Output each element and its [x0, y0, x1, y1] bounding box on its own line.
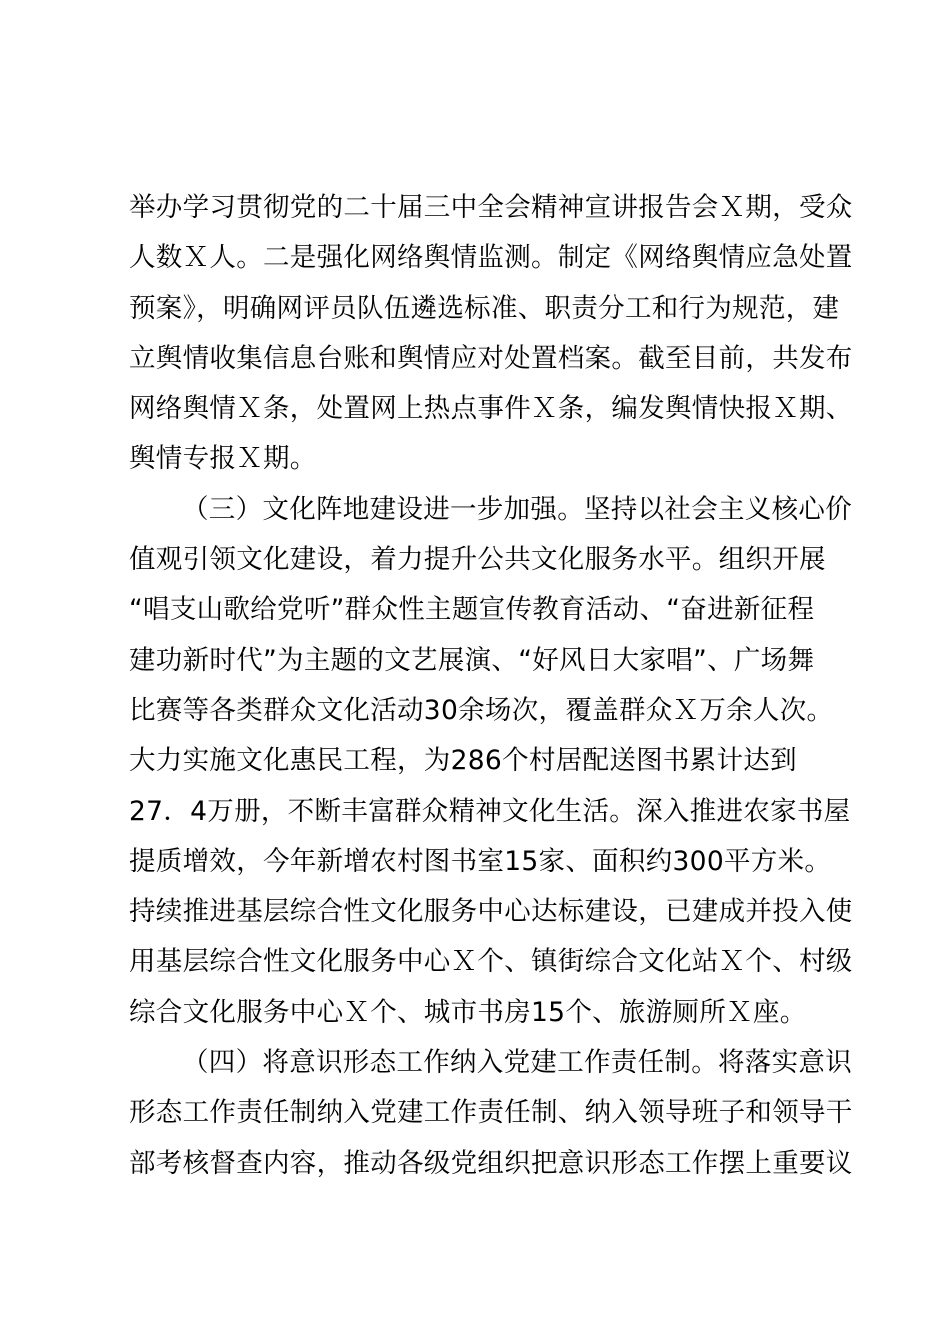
text-line: 持续推进基层综合性文化服务中心达标建设，已建成并投入使: [129, 896, 853, 928]
text-line: 预案》，明确网评员队伍遴选标准、职责分工和行为规范，建: [129, 292, 840, 324]
text-line: 综合文化服务中心Ｘ个、城市书房15个、旅游厕所Ｘ座。: [129, 996, 807, 1028]
text-line: 比赛等各类群众文化活动30余场次，覆盖群众Ｘ万余人次。: [129, 694, 834, 726]
text-line: 立舆情收集信息台账和舆情应对处置档案。截至目前，共发布: [129, 342, 853, 374]
text-line: 部考核督查内容，推动各级党组织把意识形态工作摆上重要议: [129, 1147, 853, 1179]
text-line: 值观引领文化建设，着力提升公共文化服务水平。组织开展: [129, 544, 826, 576]
text-line: 网络舆情Ｘ条，处置网上热点事件Ｘ条，编发舆情快报Ｘ期、: [129, 393, 853, 425]
text-line: 举办学习贯彻党的二十届三中全会精神宣讲报告会Ｘ期，受众: [129, 192, 853, 223]
text-line: 用基层综合性文化服务中心Ｘ个、镇街综合文化站Ｘ个、村级: [129, 946, 853, 978]
text-line: “唱支山歌给党听”群众性主题宣传教育活动、“奋进新征程: [129, 594, 815, 626]
text-line: 提质增效，今年新增农村图书室15家、面积约300平方米。: [129, 845, 832, 877]
text-line: 人数Ｘ人。二是强化网络舆情监测。制定《网络舆情应急处置: [129, 242, 853, 274]
text-line: 舆情专报Ｘ期。: [129, 443, 317, 475]
section-heading-line: （四）将意识形态工作纳入党建工作责任制。将落实意识: [182, 1047, 852, 1079]
text-line: 大力实施文化惠民工程，为286个村居配送图书累计达到: [129, 745, 797, 777]
text-line: 建功新时代”为主题的文艺展演、“好风日大家唱”、广场舞: [129, 644, 815, 676]
text-line: 形态工作责任制纳入党建工作责任制、纳入领导班子和领导干: [129, 1097, 853, 1129]
document-body: [129, 183, 853, 1189]
section-heading-line: （三）文化阵地建设进一步加强。坚持以社会主义核心价: [182, 493, 852, 525]
text-line: 27．4万册，不断丰富群众精神文化生活。深入推进农家书屋: [129, 795, 851, 827]
